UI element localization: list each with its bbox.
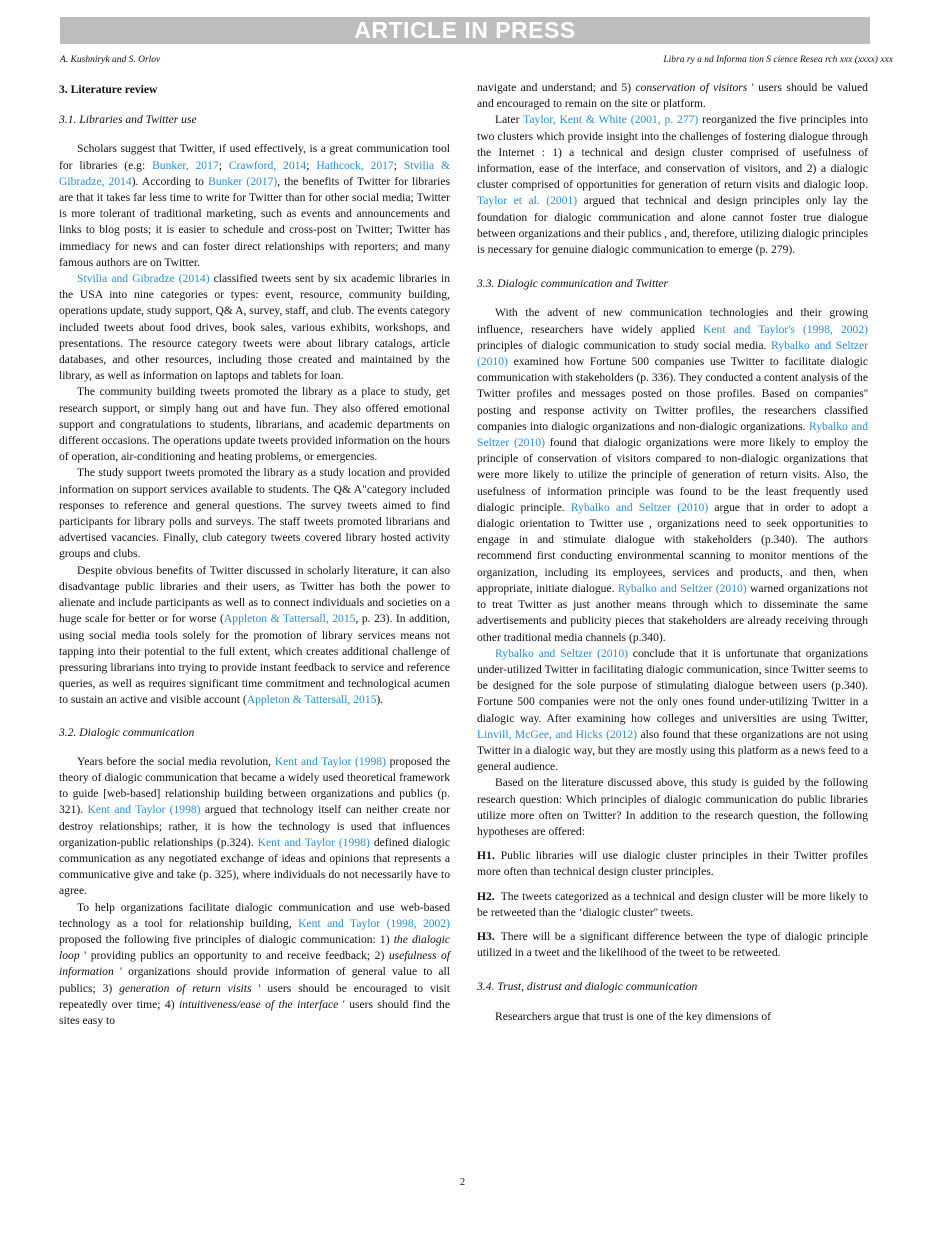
- citation-link[interactable]: Linvill, McGee, and Hicks (2012): [477, 727, 638, 741]
- text-run: examined how Fortune 500 companies use Twitter to facilitate dialogic communication with stakeholders (p. 336). They conducted a content analysis of the Twitter profiles and messages posted on those profiles. Based on companies'' posting and response activity on Twitter profiles, the researchers classified companies into dialogic organizations and non-dialogic organizations.: [477, 355, 868, 433]
- text-run: With the advent of new communication technologies and their growing influence, researchers have widely applied: [477, 306, 868, 336]
- running-header-authors: A. Kushniryk and S. Orlov: [60, 55, 161, 65]
- page-number: 2: [459, 1177, 466, 1188]
- citation-link[interactable]: Taylor et al. (2001): [477, 194, 578, 208]
- paragraph: [477, 80, 868, 112]
- text-run: ).: [376, 693, 384, 707]
- subsection-heading-3-2: 3.2. Dialogic communication: [59, 725, 195, 739]
- citation-link[interactable]: Taylor, Kent & White (2001, p. 277): [523, 113, 699, 127]
- text-run: warned organizations not to treat Twitter as just another means through which to disseminate the same advertisements and publicity pieces that stakeholders are already receiving through other traditional media channels (p.340).: [477, 581, 868, 644]
- text-run: ;: [306, 158, 317, 172]
- running-header-journal: Libra ry a nd Informa tion S cience Resea rch xxx (xxxx) xxx: [663, 55, 893, 65]
- citation-link[interactable]: Rybalko and Seltzer (2010): [477, 419, 868, 450]
- paragraph: [59, 271, 450, 384]
- paragraph: [477, 112, 868, 258]
- text-run: , p. 23). In addition, using social media tools solely for the promotion of library services means not tapping into their potential to the full extent, which creates additional challenge of pressuring librarians into trying to provide instant feedback to service and reference queries, as well as requires significant time commitment and technological acumen to sustain an active and visible account (: [59, 612, 450, 707]
- citation-link[interactable]: Kent and Taylor (1998): [87, 803, 201, 817]
- text-run: ;: [218, 158, 229, 172]
- hypothesis-h1: [477, 848, 868, 880]
- hypothesis-label: H1.: [477, 849, 495, 863]
- italic-term: the dialogic loop: [59, 932, 450, 963]
- citation-link[interactable]: Appleton & Tattersall, 2015: [246, 693, 377, 707]
- text-run: , the benefits of Twitter for libraries are that it takes far less time to write for Twitter than for other social media; Twitter is more tolerant of traditional marketing, such as events and announcements and links to blog posts; it is easier to schedule and cross-post on Twitter; Twitter has immediacy for news and can foster direct relationships with reporters; and many famous authors are on Twitter.: [59, 174, 450, 269]
- paragraph: [59, 900, 450, 1030]
- citation-link[interactable]: Kent and Taylor (1998): [274, 754, 386, 768]
- citation-link[interactable]: Rybalko and Seltzer (2010): [570, 500, 709, 514]
- left-column: [59, 80, 450, 1029]
- text-run: navigate and understand; and 5): [477, 81, 636, 94]
- paragraph: The community building tweets promoted the library as a place to study, get research support, or simply hang out and have fun. They also offered emotional support and congratulations to students, librarians, and academic departments on different occasions. The operations update tweets provided information on the hours of operation, air-conditioning and heating problems, or emergencies.: [59, 385, 450, 464]
- paragraph: Researchers argue that trust is one of the key dimensions of: [495, 1009, 772, 1023]
- text-run: ' users should be encouraged to visit repeatedly over time; 4): [59, 981, 450, 1011]
- paragraph: [477, 305, 868, 645]
- citation-link[interactable]: Rybalko and Seltzer (2010): [477, 338, 868, 369]
- text-run: proposed the following five principles of dialogic communication: 1): [59, 932, 394, 946]
- article-in-press-banner: ARTICLE IN PRESS: [60, 17, 870, 44]
- text-run: argued that technical and design principles only lay the foundation for dialogic communication and alone cannot foster true dialogue between organizations and their publics , and, therefore, utilizing dialogic principles is necessary for genuine dialogic communication to emerge (p. 279).: [477, 194, 868, 257]
- citation-link[interactable]: Stvilia & Gibradze, 2014: [59, 158, 450, 188]
- italic-term: generation of return visits: [119, 981, 252, 995]
- subsection-heading-3-4: 3.4. Trust, distrust and dialogic communication: [477, 980, 698, 994]
- text-run: ' users should be valued and encouraged to remain on the site or platform.: [477, 81, 868, 111]
- text-run: proposed the theory of dialogic communication that became a widely used theoretical framework to guide [web-based] relationship building between organizations and publics (p. 321).: [59, 754, 451, 817]
- italic-term: intuitiveness/ease of the interface: [178, 997, 339, 1011]
- text-run: Years before the social media revolution,: [77, 754, 275, 768]
- paragraph: [59, 563, 450, 709]
- text-run: To help organizations facilitate dialogic communication and use web-based technology as a tool for relationship building,: [59, 900, 450, 930]
- citation-link[interactable]: Kent and Taylor's (1998, 2002): [703, 322, 868, 336]
- subsection-heading-3-3: 3.3. Dialogic communication and Twitter: [477, 277, 669, 291]
- text-run: ' providing publics an opportunity to and receive feedback; 2): [79, 949, 389, 963]
- text-run: reorganized the five principles into two clusters which provide insight into the challenges of fostering dialogue through the Internet : 1) a technical and design cluster comprised of usefulness of information, ease of the interface, and conservation of visitors, and 2) a dialogic cluster comprised of opportunities for generation of return visits and dialogic loop.: [477, 113, 868, 192]
- citation-link[interactable]: Hathcock, 2017: [316, 158, 394, 172]
- text-run: conclude that it is unfortunate that organizations under-utilized Twitter in facilitating dialogic communication, since Twitter seems to be designed for the sole purpose of stimulating dialogue between users (p.340). Fortune 500 companies were not the only ones found under-utilizing Twitter in a dialogic way. After examining how colleges and universities are using Twitter,: [477, 646, 868, 725]
- paragraph: [477, 646, 868, 776]
- text-run: Scholars suggest that Twitter, if used effectively, is a great communication tool for libraries (e.g:: [59, 142, 450, 172]
- citation-link[interactable]: Stvilia and Gibradze (2014): [77, 272, 210, 286]
- text-run: ' users should find the sites easy to: [59, 997, 450, 1027]
- text-run: argue that in order to adopt a dialogic orientation to Twitter use , organizations need to seek opportunities to engage in and stimulate dialogue with stakeholders (p.340). The authors recommend first conducting environmental scanning to monitor mentions of the organization, including its employees, services and products, and then, when appropriate, initiate dialogue.: [477, 500, 869, 595]
- italic-term: usefulness of information: [59, 949, 450, 979]
- hypothesis-text: Public libraries will use dialogic cluster principles in their Twitter profiles more often than technical design cluster principles.: [477, 849, 868, 879]
- text-run: ;: [393, 158, 404, 172]
- text-run: found that dialogic organizations were more likely to employ the principle of conservation of visitors compared to non-dialogic organizations that were more likely to utilize the principle of generation of return visits. Also, the usefulness of information principle was found to be the least frequently used dialogic principle.: [477, 436, 868, 514]
- citation-link[interactable]: Bunker, 2017: [152, 158, 219, 172]
- section-heading-literature-review: 3. Literature review: [59, 83, 158, 96]
- citation-link[interactable]: Kent and Taylor (1998, 2002): [298, 916, 450, 930]
- hypothesis-label: H3.: [477, 929, 495, 943]
- hypothesis-h3: [477, 929, 868, 961]
- paragraph: [59, 141, 450, 271]
- text-run: also found that these organizations are not using Twitter in a dialogic way, but they are mostly using this platform as a news feed to a general audience.: [477, 727, 868, 774]
- text-run: Later: [495, 113, 524, 127]
- paragraph: The study support tweets promoted the library as a study location and provided information on support services available to students. The Q& A"category included responses to reference and general questions. The survey tweets aimed to find participants for library polls and surveys. The staff tweets promoted librarians and advertised vacancies. Finally, club category tweets covered library hosted activity groups and clubs.: [59, 466, 450, 561]
- subsection-heading-3-1: 3.1. Libraries and Twitter use: [59, 113, 197, 127]
- text-run: argued that technology itself can neither create nor destroy relationships; rather, it is how the technology is used that influences organization-public relationships (p.324).: [59, 803, 450, 849]
- text-run: ). According to: [131, 174, 209, 188]
- citation-link[interactable]: Rybalko and Seltzer (2010): [617, 581, 747, 595]
- hypothesis-label: H2.: [477, 889, 495, 903]
- hypothesis-text: The tweets categorized as a technical and design cluster will be more likely to be retweeted than the ‘dialogic cluster'' tweets.: [477, 889, 868, 919]
- citation-link[interactable]: Rybalko and Seltzer (2010): [495, 646, 629, 660]
- citation-link[interactable]: Bunker (2017): [208, 174, 278, 188]
- citation-link[interactable]: Crawford, 2014: [228, 158, 307, 172]
- text-run: ' organizations should provide information of general value to all publics; 3): [59, 965, 450, 995]
- right-column: [477, 80, 868, 1025]
- hypothesis-h2: [477, 889, 868, 921]
- citation-link[interactable]: Kent and Taylor (1998): [257, 835, 370, 849]
- text-run: Despite obvious benefits of Twitter discussed in scholarly literature, it can also disadvantage public libraries and their users, as Twitter has both the power to alienate and include participants as well as to connect individuals and societies on a huge scale for better or for worse (: [59, 563, 450, 626]
- italic-term: conservation of visitors: [635, 81, 748, 94]
- text-run: classified tweets sent by six academic libraries in the USA into nine categories or types: event, resource, community building, operations update, study support, Q& A, survey, staff, and club. The events category included tweets about food drives, book sales, various exhibits, workshops, and presentations. The resource category tweets were about library catalogs, article databases, and other resources, including those created and maintained by the library, as well as information on laptops and tablets for loan.: [59, 272, 450, 383]
- hypothesis-text: There will be a significant difference between the type of dialogic principle utilized in a tweet and the likelihood of the tweet to be retweeted.: [477, 929, 868, 960]
- paragraph: Based on the literature discussed above, this study is guided by the following research question: Which principles of dialogic communication do public libraries utilize more often on Twitter? In addition to the research question, the following hypotheses are offered:: [477, 776, 868, 838]
- text-run: defined dialogic communication as any negotiated exchange of ideas and opinions that represents a communicative give and take (p. 325), where individuals do not necessarily have to agree.: [59, 835, 450, 898]
- citation-link[interactable]: Appleton & Tattersall, 2015: [223, 612, 356, 626]
- paragraph: [59, 754, 450, 900]
- text-run: principles of dialogic communication to study social media.: [477, 338, 772, 352]
